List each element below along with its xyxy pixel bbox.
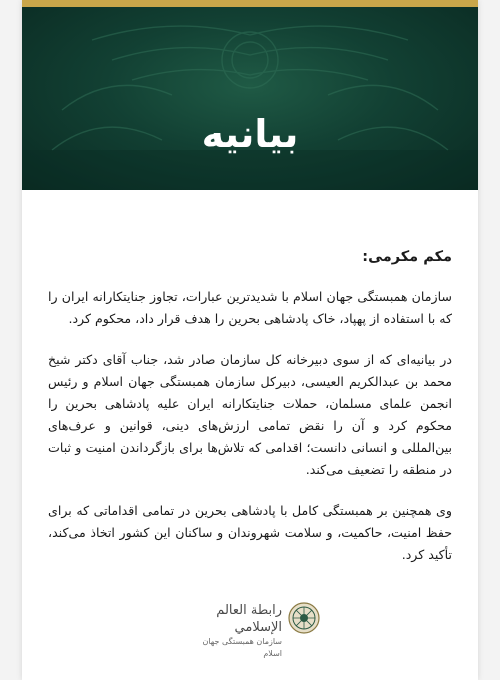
header-banner xyxy=(22,0,478,190)
paragraph-3: وی همچنین بر همبستگی کامل با پادشاهی بحرین در تمامی اقداماتی که برای حفظ امنیت، حاکمیت، و سلامت شهروندان و ساکنان این کشور اتخاذ می‌کند، تأکید کرد. xyxy=(48,503,452,562)
statement-body xyxy=(48,246,452,585)
logo-persian-name: سازمان همبستگی جهان اسلام xyxy=(202,637,282,658)
logo-arabic-name: رابطة العالم الإسلامي xyxy=(216,603,282,635)
paragraph-1: سازمان همبستگی جهان اسلام با شدیدترین عبارات، تجاوز جنایتکارانه ایران را که با استفاده از پهپاد، خاک پادشاهی بحرین را هدف قرار داد، محکوم کرد. xyxy=(48,289,452,326)
salutation: مکم مکرمی: xyxy=(362,249,452,265)
logo-text-block xyxy=(190,602,282,660)
paragraph-2: در بیانیه‌ای که از سوی دبیرخانه کل سازمان صادر شد، جناب آقای دکتر شیخ محمد بن عبدالکریم العیسی، دبیرکل سازمان همبستگی جهان اسلام و رئیس انجمن علمای مسلمان، حملات جنایتکارانه ایران علیه پادشاهی بحرین را محکوم کرد و آن را نقض تمامی ارزش‌های دینی، قوانین و عرف‌های بین‌المللی و انسانی دانست؛ اقدامی که تلاش‌ها برای بازگرداندن امنیت و ثبات در منطقه را تضعیف می‌کند. xyxy=(48,352,452,477)
statement-page xyxy=(22,0,478,680)
decorative-ornament-icon xyxy=(22,0,478,190)
organization-logo xyxy=(190,600,320,658)
organization-emblem-icon xyxy=(288,602,320,634)
page-title: بیانیه xyxy=(201,112,299,156)
